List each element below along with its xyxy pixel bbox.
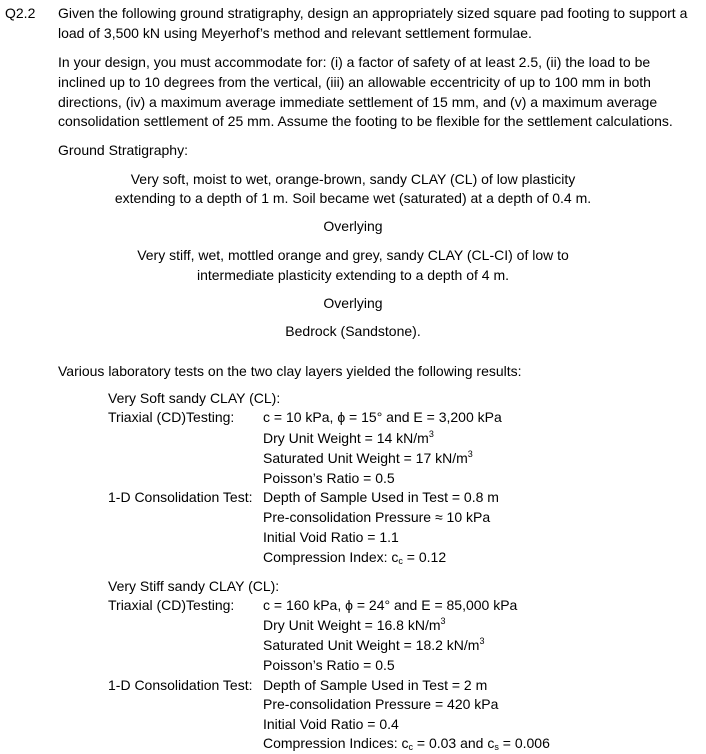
bedrock: Bedrock (Sandstone). xyxy=(285,323,421,339)
question-intro-line-2: load of 3,500 kN using Meyerhof’s method and relevant settlement formulae. xyxy=(58,25,532,41)
layer1-line-2: extending to a depth of 1 m. Soil became wet (saturated) at a depth of 0.4 m. xyxy=(114,190,592,206)
stiff-sample-depth: Depth of Sample Used in Test = 2 m xyxy=(263,677,488,693)
soft-triaxial-label: Triaxial (CD)Testing: xyxy=(108,409,235,425)
overlying-1: Overlying xyxy=(323,218,383,234)
soft-void-ratio: Initial Void Ratio = 1.1 xyxy=(263,529,399,545)
stratigraphy-heading: Ground Stratigraphy: xyxy=(58,142,188,158)
question-number: Q2.2 xyxy=(5,5,36,21)
stiff-triaxial-label: Triaxial (CD)Testing: xyxy=(108,597,235,613)
layer2-line-2: intermediate plasticity extending to a depth of 4 m. xyxy=(196,267,510,283)
requirements-line-2: inclined up to 10 degrees from the vertical, (iii) an allowable eccentricity of up to 100 mm in both xyxy=(58,74,651,90)
soft-precon-pressure: Pre-consolidation Pressure ≈ 10 kPa xyxy=(263,509,491,525)
stiff-consol-label: 1-D Consolidation Test: xyxy=(108,677,253,693)
soft-compression-index: Compression Index: $c_c = 0.12$ xyxy=(263,549,447,566)
overlying-2: Overlying xyxy=(323,295,383,311)
stiff-poisson: Poisson’s Ratio = 0.5 xyxy=(263,657,395,673)
soft-dry-unit-weight: Dry Unit Weight = 14 $kN/m^3$ xyxy=(263,429,434,446)
stiff-clay-title: Very Stiff sandy CLAY (CL): xyxy=(108,578,280,594)
stiff-precon-pressure: Pre-consolidation Pressure = 420 kPa xyxy=(263,696,499,712)
question-intro-line-1: Given the following ground stratigraphy, design an appropriately sized square pad footing to support a xyxy=(58,5,688,21)
stiff-compression-indices: Compression Indices: $c_c = 0.03$ and $c_s = 0.006$ xyxy=(263,735,550,752)
requirements-line-4: consolidation settlement of 25 mm. Assume the footing to be flexible for the settlement calculations. xyxy=(58,113,673,129)
layer1-line-1: Very soft, moist to wet, orange-brown, sandy CLAY (CL) of low plasticity xyxy=(130,171,576,187)
stiff-triaxial-value: c = 160 kPa, ϕ = 24° and E = 85,000 kPa xyxy=(263,597,518,613)
lab-intro: Various laboratory tests on the two clay layers yielded the following results: xyxy=(58,363,522,379)
soft-poisson: Poisson’s Ratio = 0.5 xyxy=(263,470,395,486)
requirements-line-3: directions, (iv) a maximum average immediate settlement of 15 mm, and (v) a maximum average xyxy=(58,94,658,110)
soft-clay-title: Very Soft sandy CLAY (CL): xyxy=(108,390,281,406)
layer2-line-1: Very stiff, wet, mottled orange and grey, sandy CLAY (CL-CI) of low to xyxy=(137,247,569,263)
stiff-sat-unit-weight: Saturated Unit Weight = 18.2 $kN/m^3$ xyxy=(263,636,485,653)
requirements-line-1: In your design, you must accommodate for: (i) a factor of safety of at least 2.5, (ii) the load to be xyxy=(58,54,651,70)
soft-sat-unit-weight: Saturated Unit Weight = 17 $kN/m^3$ xyxy=(263,449,473,466)
stiff-void-ratio: Initial Void Ratio = 0.4 xyxy=(263,716,399,732)
soft-sample-depth: Depth of Sample Used in Test = 0.8 m xyxy=(263,489,499,505)
soft-triaxial-value: c = 10 kPa, ϕ = 15° and E = 3,200 kPa xyxy=(263,409,502,425)
soft-consol-label: 1-D Consolidation Test: xyxy=(108,489,253,505)
stiff-dry-unit-weight: Dry Unit Weight = 16.8 $kN/m^3$ xyxy=(263,616,446,633)
